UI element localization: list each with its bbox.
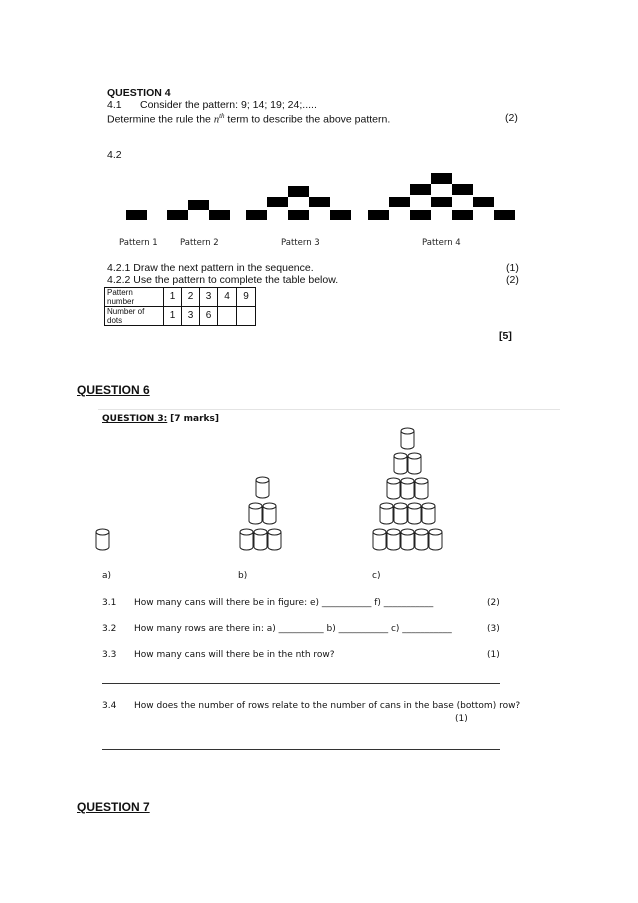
q3-4-marks: (1) [455,714,468,724]
pattern-2-figure [167,200,230,220]
item-4-2-number: 4.2 [107,149,122,161]
item-4-1-rule-text [107,112,390,126]
pattern-3-label: Pattern 3 [281,238,320,248]
table-header-pattern-number: Pattern number [105,288,164,307]
table-cell: 3 [182,307,200,326]
question-4-heading: QUESTION 4 [107,87,171,99]
figure-a-label: a) [102,571,112,581]
cans-figures [90,420,470,560]
question-3-marks: [7 marks] [170,414,219,424]
question-3-heading: QUESTION 3: [102,414,168,424]
item-4-2-1-text: 4.2.1 Draw the next pattern in the sequence. [107,262,314,274]
q3-4-number: 3.4 [102,701,117,711]
table-cell: 2 [182,288,200,307]
pattern-2-label: Pattern 2 [180,238,219,248]
answer-line-3-3[interactable] [102,683,500,684]
rule-text-n: n [213,114,220,126]
pattern-figures [120,170,520,222]
figure-b-label: b) [238,571,248,581]
q3-3-text: How many cans will there be in the nth row? [134,650,335,660]
marks-4-2-1: (1) [506,262,519,274]
rule-text-end: term to describe the above pattern. [224,113,391,126]
q3-3-marks: (1) [487,650,500,660]
q3-1-marks: (2) [487,598,500,608]
table-cell: 4 [218,288,237,307]
question-4-total: [5] [499,330,512,342]
marks-4-1: (2) [505,112,518,124]
q3-1-text[interactable]: How many cans will there be in figure: e) ___________ f) ___________ [134,598,434,608]
table-header-number-of-dots: Number of dots [105,307,164,326]
pattern-table [104,287,256,326]
table-cell: 9 [237,288,256,307]
q3-2-marks: (3) [487,624,500,634]
item-4-1-text: Consider the pattern: 9; 14; 19; 24;..... [140,99,317,111]
q3-2-text[interactable]: How many rows are there in: a) __________ b) ___________ c) ___________ [134,624,452,634]
table-cell: 6 [200,307,218,326]
figure-b-cans [240,477,281,550]
q3-2-number: 3.2 [102,624,117,634]
rule-text-th: th [219,112,225,120]
table-row [105,307,256,326]
table-row [105,288,256,307]
item-4-2-2-text: 4.2.2 Use the pattern to complete the table below. [107,274,339,286]
answer-line-3-4[interactable] [102,749,500,750]
table-cell-empty[interactable] [218,307,237,326]
question-6-heading: QUESTION 6 [77,383,150,397]
item-4-1-number: 4.1 [107,99,122,111]
pattern-3-figure [246,186,351,220]
table-cell: 1 [164,307,182,326]
q3-1-number: 3.1 [102,598,117,608]
question-7-heading: QUESTION 7 [77,800,150,814]
rule-text-start: Determine the rule the [107,113,214,126]
q3-4-text: How does the number of rows relate to the number of cans in the base (bottom) row? [134,701,521,711]
q3-3-number: 3.3 [102,650,117,660]
figure-c-label: c) [372,571,381,581]
pattern-4-label: Pattern 4 [422,238,461,248]
table-cell: 3 [200,288,218,307]
figure-a-cans [96,529,109,550]
table-cell-empty[interactable] [237,307,256,326]
pattern-1-figure [126,210,147,220]
marks-4-2-2: (2) [506,274,519,286]
pattern-4-figure [368,173,515,220]
figure-c-cans [373,428,442,550]
section-divider [98,409,560,410]
table-cell: 1 [164,288,182,307]
pattern-1-label: Pattern 1 [119,238,158,248]
